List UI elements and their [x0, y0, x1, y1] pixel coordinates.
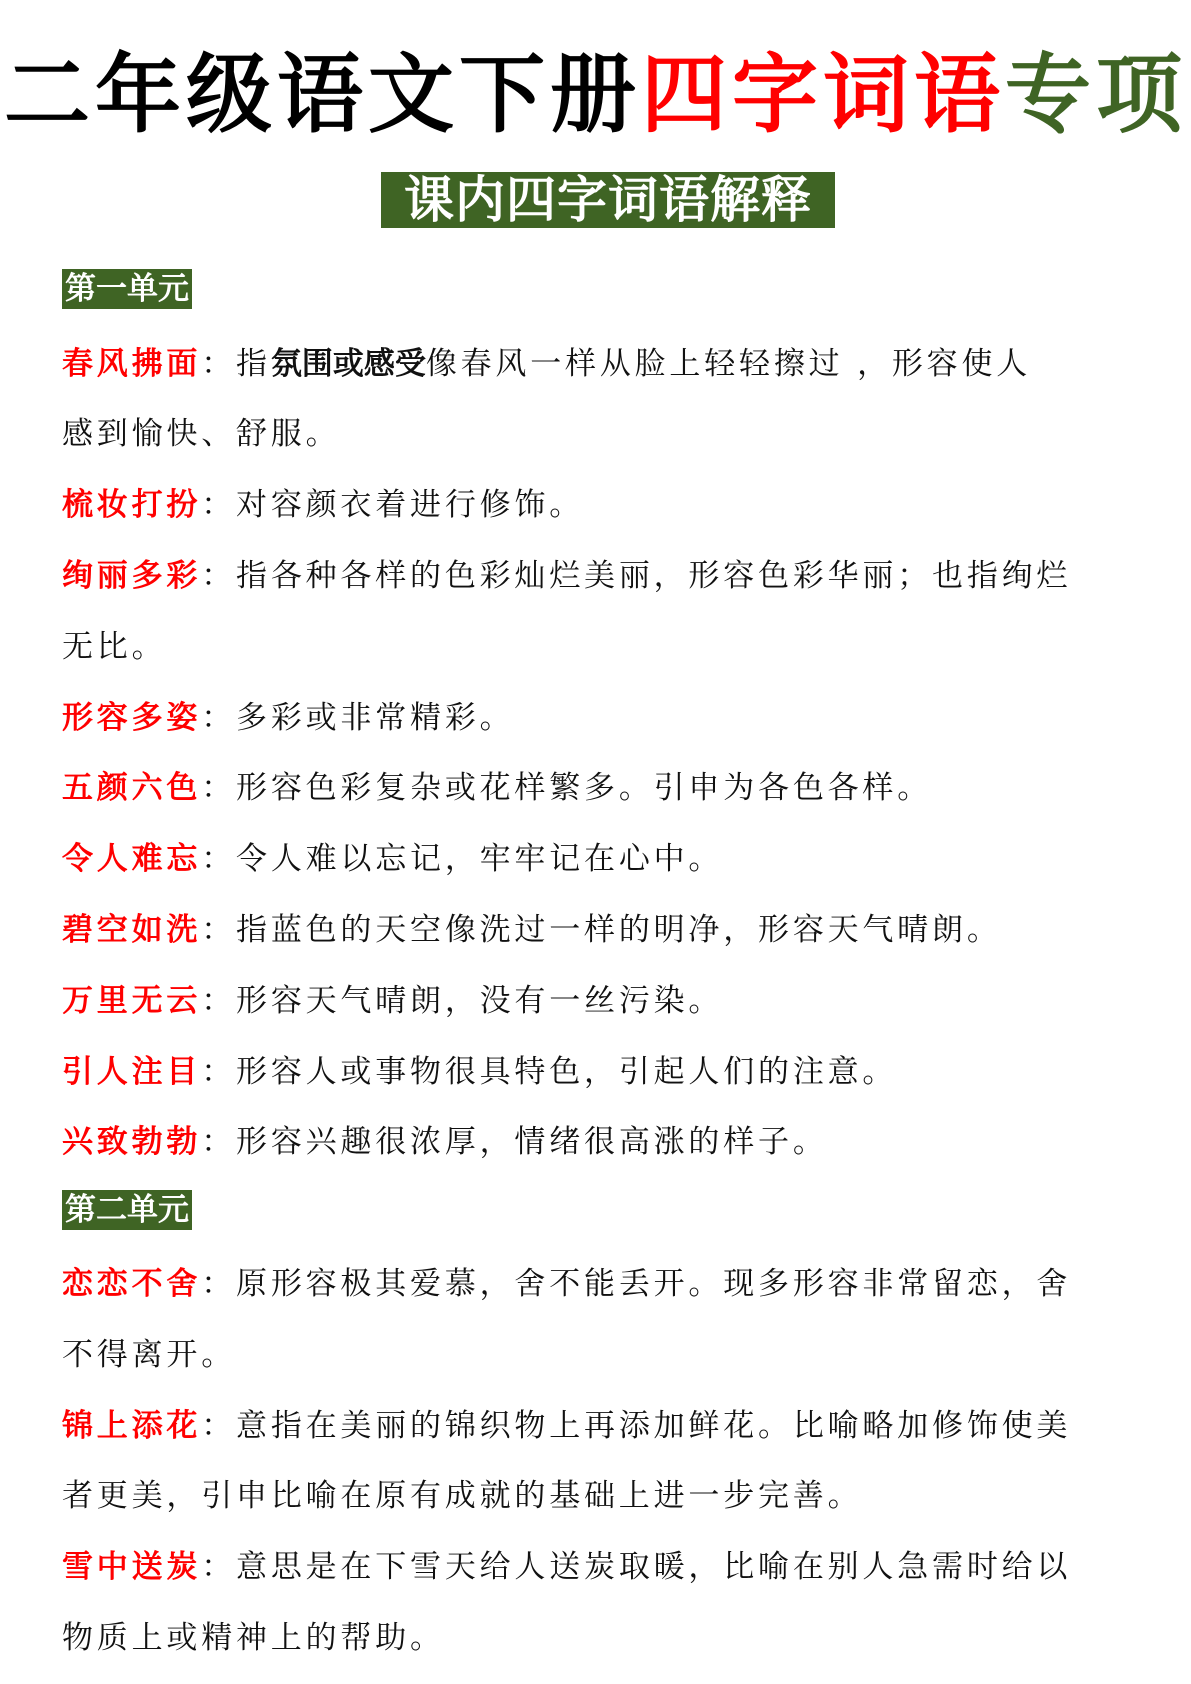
entry-term: 五颜六色 [62, 770, 202, 807]
entry-separator: ： [201, 1053, 237, 1090]
entry-definition: 对容颜衣着进行修饰。 [236, 487, 585, 524]
entry-line [62, 962, 1162, 1033]
entry-definition: 多彩或非常精彩。 [236, 699, 515, 736]
entry-definition: 形容兴趣很浓厚，情绪很高涨的样子。 [236, 1124, 828, 1161]
entry-separator: ： [201, 1549, 237, 1586]
entry-definition-continued: 者更美，引申比喻在原有成就的基础上进一步完善。 [62, 1478, 863, 1515]
entry-line [62, 679, 1162, 750]
entry-definition: 形容人或事物很具特色，引起人们的注意。 [236, 1053, 898, 1090]
entry-definition: 意指在美丽的锦织物上再添加鲜花。比喻略加修饰使美 [236, 1407, 1072, 1444]
entry-line [62, 750, 1162, 821]
entry-line [62, 1033, 1162, 1104]
entry-continuation-line [62, 1458, 1162, 1529]
entry-term: 兴致勃勃 [62, 1124, 202, 1161]
page-title [0, 40, 1191, 150]
entry-continuation-line [62, 1599, 1162, 1670]
entry-line [62, 325, 1162, 396]
entry-term: 梳妆打扮 [62, 487, 202, 524]
entry-separator: ： [201, 699, 237, 736]
entry-separator: ： [201, 558, 237, 595]
title-part-special: 专项 [1005, 44, 1187, 145]
entry-line [62, 466, 1162, 537]
entry-line [62, 820, 1162, 891]
entry-term: 引人注目 [62, 1053, 202, 1090]
entry-line [62, 891, 1162, 962]
entry-term: 万里无云 [62, 982, 202, 1019]
entry-separator: ： [201, 345, 237, 382]
entry-separator: ： [201, 770, 237, 807]
entry-line [62, 1245, 1162, 1316]
entry-term: 雪中送炭 [62, 1549, 202, 1586]
entry-definition: 形容色彩复杂或花样繁多。引申为各色各样。 [236, 770, 933, 807]
entry-definition: 形容天气晴朗，没有一丝污染。 [236, 982, 724, 1019]
entry-definition-continued: 不得离开。 [62, 1336, 236, 1373]
unit-header: 第二单元 [62, 1190, 192, 1230]
entry-term: 碧空如洗 [62, 912, 202, 949]
entry-term: 形容多姿 [62, 699, 202, 736]
entry-separator: ： [201, 841, 237, 878]
entry-separator: ： [201, 1407, 237, 1444]
unit-header: 第一单元 [62, 269, 192, 309]
entry-definition: 令人难以忘记，牢牢记在心中。 [236, 841, 724, 878]
entry-definition: 指蓝色的天空像洗过一样的明净，形容天气晴朗。 [236, 912, 1002, 949]
entry-separator: ： [201, 912, 237, 949]
entry-separator: ： [201, 1266, 237, 1303]
entry-line [62, 537, 1162, 608]
entry-definition: 意思是在下雪天给人送炭取暖，比喻在别人急需时给以 [236, 1549, 1072, 1586]
entry-term: 锦上添花 [62, 1407, 202, 1444]
entry-continuation-line [62, 1316, 1162, 1387]
entry-term: 春风拂面 [62, 345, 202, 382]
unit-header-slot [62, 254, 1162, 325]
entry-separator: ： [201, 1124, 237, 1161]
entry-continuation-line [62, 608, 1162, 679]
entry-definition-highlight: 氛围或感受 [270, 345, 426, 382]
title-part-grade: 二年级语文下册 [4, 44, 641, 145]
entry-definition-continued: 感到愉快、舒服。 [62, 416, 341, 453]
entry-line [62, 1528, 1162, 1599]
entry-term: 令人难忘 [62, 841, 202, 878]
entry-definition: 指各种各样的色彩灿烂美丽，形容色彩华丽；也指绚烂 [236, 558, 1072, 595]
entry-separator: ： [201, 487, 237, 524]
entry-term: 绚丽多彩 [62, 558, 202, 595]
entry-definition: 原形容极其爱慕，舍不能丢开。现多形容非常留恋，舍 [236, 1266, 1072, 1303]
entry-separator: ： [201, 982, 237, 1019]
subtitle-banner: 课内四字词语解释 [381, 172, 835, 228]
entry-definition: 指 [236, 345, 271, 382]
entry-continuation-line [62, 396, 1162, 467]
word-list [62, 254, 1162, 1670]
entry-line [62, 1387, 1162, 1458]
entry-line [62, 1104, 1162, 1175]
entry-definition-continued: 物质上或精神上的帮助。 [62, 1620, 445, 1657]
title-part-topic: 四字词语 [641, 44, 1005, 145]
unit-header-slot [62, 1174, 1162, 1245]
entry-term: 恋恋不舍 [62, 1266, 202, 1303]
entry-definition: 像春风一样从脸上轻轻擦过 ，形容使人 [425, 345, 1032, 382]
entry-definition-continued: 无比。 [62, 628, 167, 665]
